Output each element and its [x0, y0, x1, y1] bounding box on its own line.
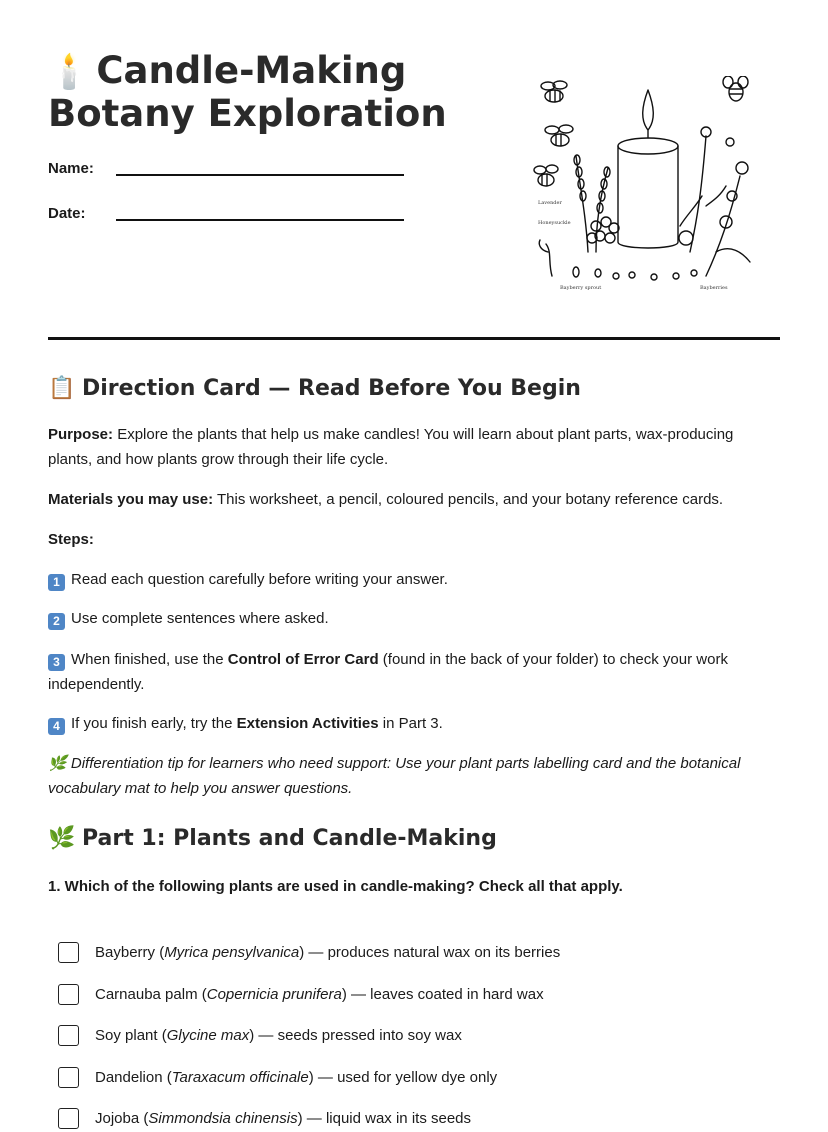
illus-label-lavender: Lavender — [538, 200, 562, 206]
step-1-text: Read each question carefully before writing your answer. — [71, 571, 448, 588]
step-4-pre: If you finish early, try the — [71, 715, 237, 732]
part1-heading-text: Part 1: Plants and Candle-Making — [82, 826, 497, 851]
date-label: Date: — [48, 205, 86, 222]
materials-label: Materials you may use: — [48, 491, 214, 508]
steps-label: Steps: — [48, 531, 94, 548]
checkbox[interactable] — [58, 1108, 79, 1129]
materials-paragraph — [48, 487, 780, 512]
step-3-post: (found in the back of your folder) to check your work independently. — [48, 651, 728, 693]
name-write-line[interactable] — [116, 174, 404, 176]
question-1: 1. Which of the following plants are used in candle-making? Check all that apply. — [48, 878, 623, 895]
direction-heading — [48, 375, 581, 403]
control-of-error-card-ref: Control of Error Card — [227, 651, 379, 668]
number-4-icon: 4 — [48, 718, 65, 735]
header-divider — [48, 337, 780, 340]
title-line-2: Botany Exploration — [48, 92, 447, 135]
number-3-icon: 3 — [48, 654, 65, 671]
title-line-1: Candle-Making — [96, 49, 407, 92]
step-4 — [48, 711, 780, 736]
step-3-pre: When finished, use the — [71, 651, 228, 668]
bayberry-drawing — [587, 217, 619, 243]
page-title — [48, 50, 468, 135]
differentiation-tip — [48, 751, 780, 801]
direction-heading-text: Direction Card — Read Before You Begin — [82, 376, 581, 401]
step-2 — [48, 606, 780, 631]
steps-label-paragraph — [48, 527, 780, 552]
checkbox[interactable] — [58, 1067, 79, 1088]
name-label: Name: — [48, 160, 94, 177]
tip-text: Differentiation tip for learners who need support: Use your plant parts labelling card and the botanical vocabulary mat to help you answer questions. — [48, 755, 741, 797]
date-field[interactable] — [48, 205, 86, 222]
materials-text: This worksheet, a pencil, coloured pencils, and your botany reference cards. — [216, 491, 724, 508]
purpose-label: Purpose: — [48, 426, 114, 443]
checkbox[interactable] — [58, 984, 79, 1005]
checkbox[interactable] — [58, 942, 79, 963]
step-3 — [48, 647, 780, 697]
part1-heading — [48, 825, 497, 853]
number-2-icon: 2 — [48, 613, 65, 630]
step-1 — [48, 567, 780, 592]
illus-label-bayberries: Bayberries — [700, 285, 728, 291]
step-4-post: in Part 3. — [378, 715, 443, 732]
step-2-text: Use complete sentences where asked. — [71, 610, 329, 627]
illus-label-honeysuckle: Honeysuckle — [538, 220, 571, 226]
purpose-paragraph — [48, 422, 780, 472]
leaf-icon: 🌿 — [48, 755, 67, 772]
clipboard-icon: 📋 — [48, 376, 76, 401]
illus-label-bayberry-sprout: Bayberry sprout — [560, 285, 602, 291]
bee-drawings — [534, 76, 748, 186]
date-write-line[interactable] — [116, 219, 404, 221]
extension-activities-ref: Extension Activities — [236, 715, 379, 732]
candle-flowers-illustration — [530, 76, 762, 294]
candle-icon: 🕯️ — [48, 52, 91, 92]
herb-icon: 🌿 — [48, 826, 76, 851]
wildflower-drawing — [679, 127, 750, 276]
candle-drawing — [618, 90, 678, 248]
name-field[interactable] — [48, 160, 94, 177]
purpose-text: Explore the plants that help us make candles! You will learn about plant parts, wax-producing plants, and how plants grow through their life cycle. — [48, 426, 734, 468]
checkbox[interactable] — [58, 1025, 79, 1046]
number-1-icon: 1 — [48, 574, 65, 591]
